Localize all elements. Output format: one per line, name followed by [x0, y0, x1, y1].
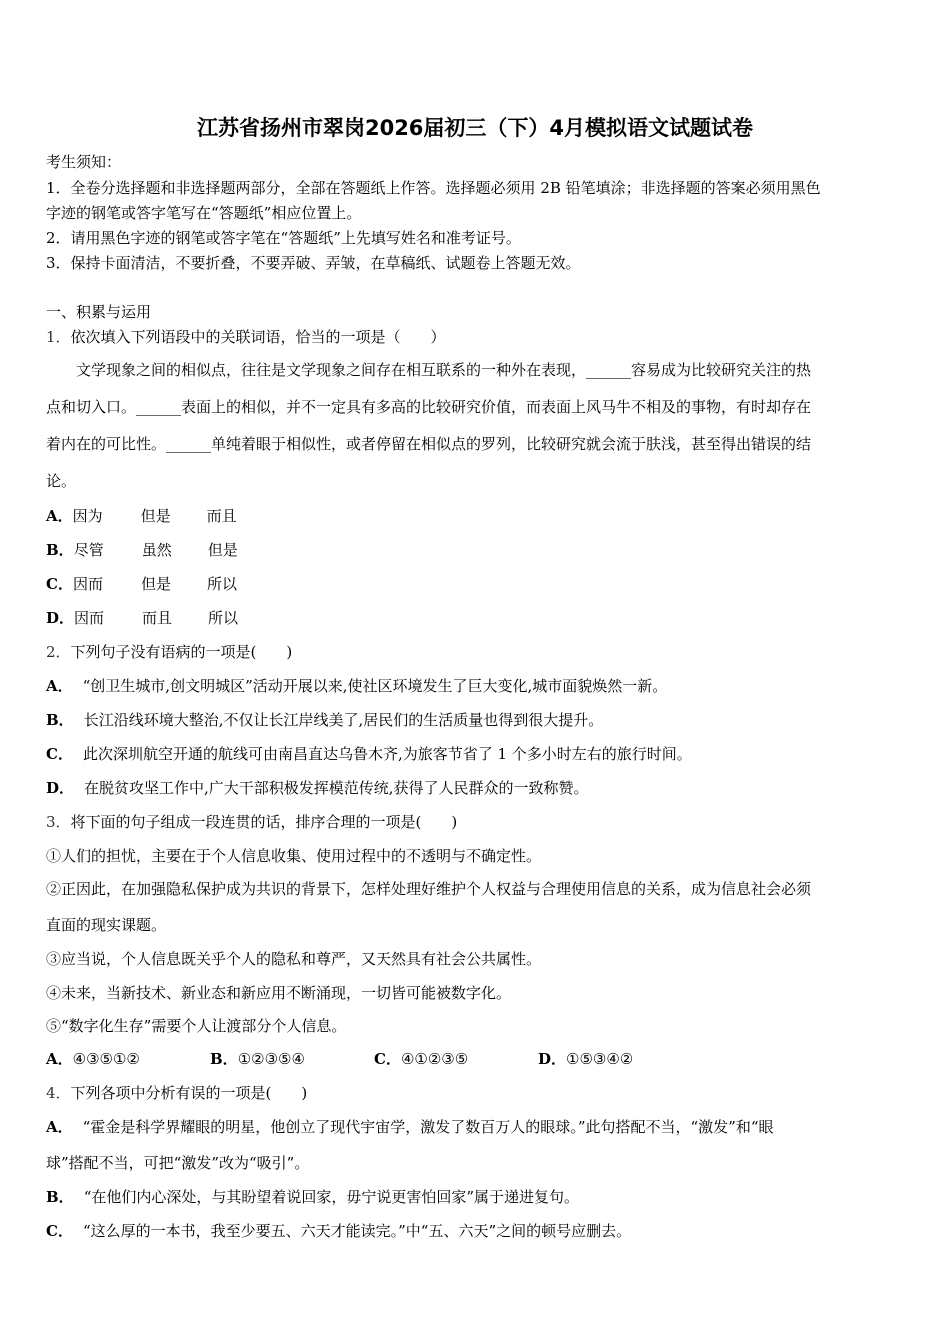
option-a: [46, 676, 906, 696]
option-label: D．: [46, 609, 75, 627]
option-text: “这么厚的一本书，我至少要五、六天才能读完。”中“五、六天”之间的顿号应删去。: [82, 1222, 632, 1240]
sentence-item: 直面的现实课题。: [46, 916, 167, 934]
option-b: [46, 710, 906, 730]
sentence-item: ③应当说，个人信息既关乎个人的隐私和尊严，又天然具有社会公共属性。: [46, 950, 542, 968]
notice-line: 3．保持卡面清洁，不要折叠，不要弄破、弄皱，在草稿纸、试题卷上答题无效。: [46, 254, 581, 272]
option-word: 而且: [206, 507, 237, 525]
question-4-stem: [46, 1083, 906, 1103]
option-label: B．: [46, 1188, 74, 1206]
option-text: “在他们内心深处，与其盼望着说回家，毋宁说更害怕回家”属于递进复句。: [83, 1188, 580, 1206]
question-number: 3．: [46, 813, 71, 831]
option-a-continued: 球”搭配不当，可把“激发”改为“吸引”。: [46, 1154, 310, 1172]
option-label: A．: [46, 1050, 73, 1068]
option-b: [46, 540, 906, 560]
option-text: “创卫生城市,创文明城区”活动开展以来,使社区环境发生了巨大变化,城市面貌焕然一新。: [82, 677, 668, 695]
notice-line: 字迹的钢笔或答字笔写在“答题纸”相应位置上。: [46, 204, 362, 222]
question-number: 2．: [46, 643, 71, 661]
option-label: C．: [46, 745, 73, 763]
passage-line: 文学现象之间的相似点，往往是文学现象之间存在相互联系的一种外在表现，______容易成为比较研究关注的热: [46, 361, 812, 379]
passage-line: 论。: [46, 472, 77, 490]
option-text: ①⑤③④②: [566, 1050, 634, 1068]
question-text: 依次填入下列语段中的关联词语，恰当的一项是（ ）: [70, 328, 446, 346]
option-d: [46, 778, 906, 798]
option-c: [46, 1221, 906, 1241]
option-label: A．: [46, 677, 73, 695]
option-text: 在脱贫攻坚工作中,广大干部积极发挥模范传统,获得了人民群众的一致称赞。: [84, 779, 589, 797]
option-text: “霍金是科学界耀眼的明星，他创立了现代宇宙学，激发了数百万人的眼球。”此句搭配不当，“激发”和“眼: [82, 1118, 774, 1136]
option-text: ①②③⑤④: [237, 1050, 305, 1068]
sentence-item: ①人们的担忧，主要在于个人信息收集、使用过程中的不透明与不确定性。: [46, 847, 542, 865]
option-word: 但是: [140, 507, 171, 525]
option-word: 尽管: [73, 541, 104, 559]
option-word: 但是: [140, 575, 171, 593]
passage-line: 点和切入口。______表面上的相似，并不一定具有多高的比较研究价值，而表面上风马牛不相及的事物，有时却存在: [46, 398, 812, 416]
question-1-stem: [46, 327, 906, 347]
option-word: 因为: [72, 507, 103, 525]
notice-line: 1．全卷分选择题和非选择题两部分，全部在答题纸上作答。选择题必须用 2B 铅笔填涂；非选择题的答案必须用黑色: [46, 179, 821, 197]
option-d: [538, 1049, 702, 1069]
passage-line: 着内在的可比性。______单纯着眼于相似性，或者停留在相似点的罗列，比较研究就会流于肤浅，甚至得出错误的结: [46, 435, 812, 453]
question-2-stem: [46, 642, 906, 662]
option-c: [46, 574, 906, 594]
option-label: C．: [374, 1050, 401, 1068]
notice-line: 2．请用黑色字迹的钢笔或答字笔在“答题纸”上先填写姓名和准考证号。: [46, 229, 521, 247]
option-label: D．: [538, 1050, 567, 1068]
option-label: D．: [46, 779, 75, 797]
option-word: 虽然: [141, 541, 172, 559]
sentence-item: ④未来，当新技术、新业态和新应用不断涌现，一切皆可能被数字化。: [46, 984, 512, 1002]
option-word: 而且: [142, 609, 173, 627]
option-b: [210, 1049, 374, 1069]
option-label: B．: [46, 541, 74, 559]
option-text: ④③⑤①②: [72, 1050, 140, 1068]
sentence-item: ⑤“数字化生存”需要个人让渡部分个人信息。: [46, 1017, 347, 1035]
option-label: B．: [210, 1050, 238, 1068]
option-text: 长江沿线环境大整治,不仅让长江岸线美了,居民们的生活质量也得到很大提升。: [83, 711, 604, 729]
option-label: B．: [46, 711, 74, 729]
option-label: A．: [46, 507, 73, 525]
option-word: 因而: [72, 575, 103, 593]
question-text: 下列句子没有语病的一项是( ): [70, 643, 293, 661]
page-title: 江苏省扬州市翠岗2026届初三（下）4月模拟语文试题试卷: [196, 116, 754, 140]
notice-heading: 考生须知：: [46, 153, 122, 171]
question-number: 4．: [46, 1084, 71, 1102]
section-heading: 一、积累与运用: [46, 303, 152, 321]
option-a: [46, 506, 906, 526]
option-a: [46, 1117, 906, 1137]
option-a: [46, 1049, 210, 1069]
question-number: 1．: [46, 328, 71, 346]
option-word: 所以: [206, 575, 237, 593]
question-3-stem: [46, 812, 906, 832]
option-word: 但是: [207, 541, 238, 559]
option-label: A．: [46, 1118, 73, 1136]
option-word: 因而: [74, 609, 105, 627]
question-text: 将下面的句子组成一段连贯的话，排序合理的一项是( ): [70, 813, 458, 831]
option-label: C．: [46, 1222, 73, 1240]
option-text: ④①②③⑤: [400, 1050, 469, 1068]
option-d: [46, 608, 906, 628]
options-row: [46, 1049, 906, 1069]
option-c: [374, 1049, 538, 1069]
option-label: C．: [46, 575, 73, 593]
option-text: 此次深圳航空开通的航线可由南昌直达乌鲁木齐,为旅客节省了 1 个多小时左右的旅行时间。: [82, 745, 692, 763]
option-c: [46, 744, 906, 764]
question-text: 下列各项中分析有误的一项是( ): [70, 1084, 308, 1102]
option-b: [46, 1187, 906, 1207]
sentence-item: ②正因此，在加强隐私保护成为共识的背景下，怎样处理好维护个人权益与合理使用信息的关系，成为信息社会必须: [46, 880, 812, 898]
option-word: 所以: [208, 609, 239, 627]
